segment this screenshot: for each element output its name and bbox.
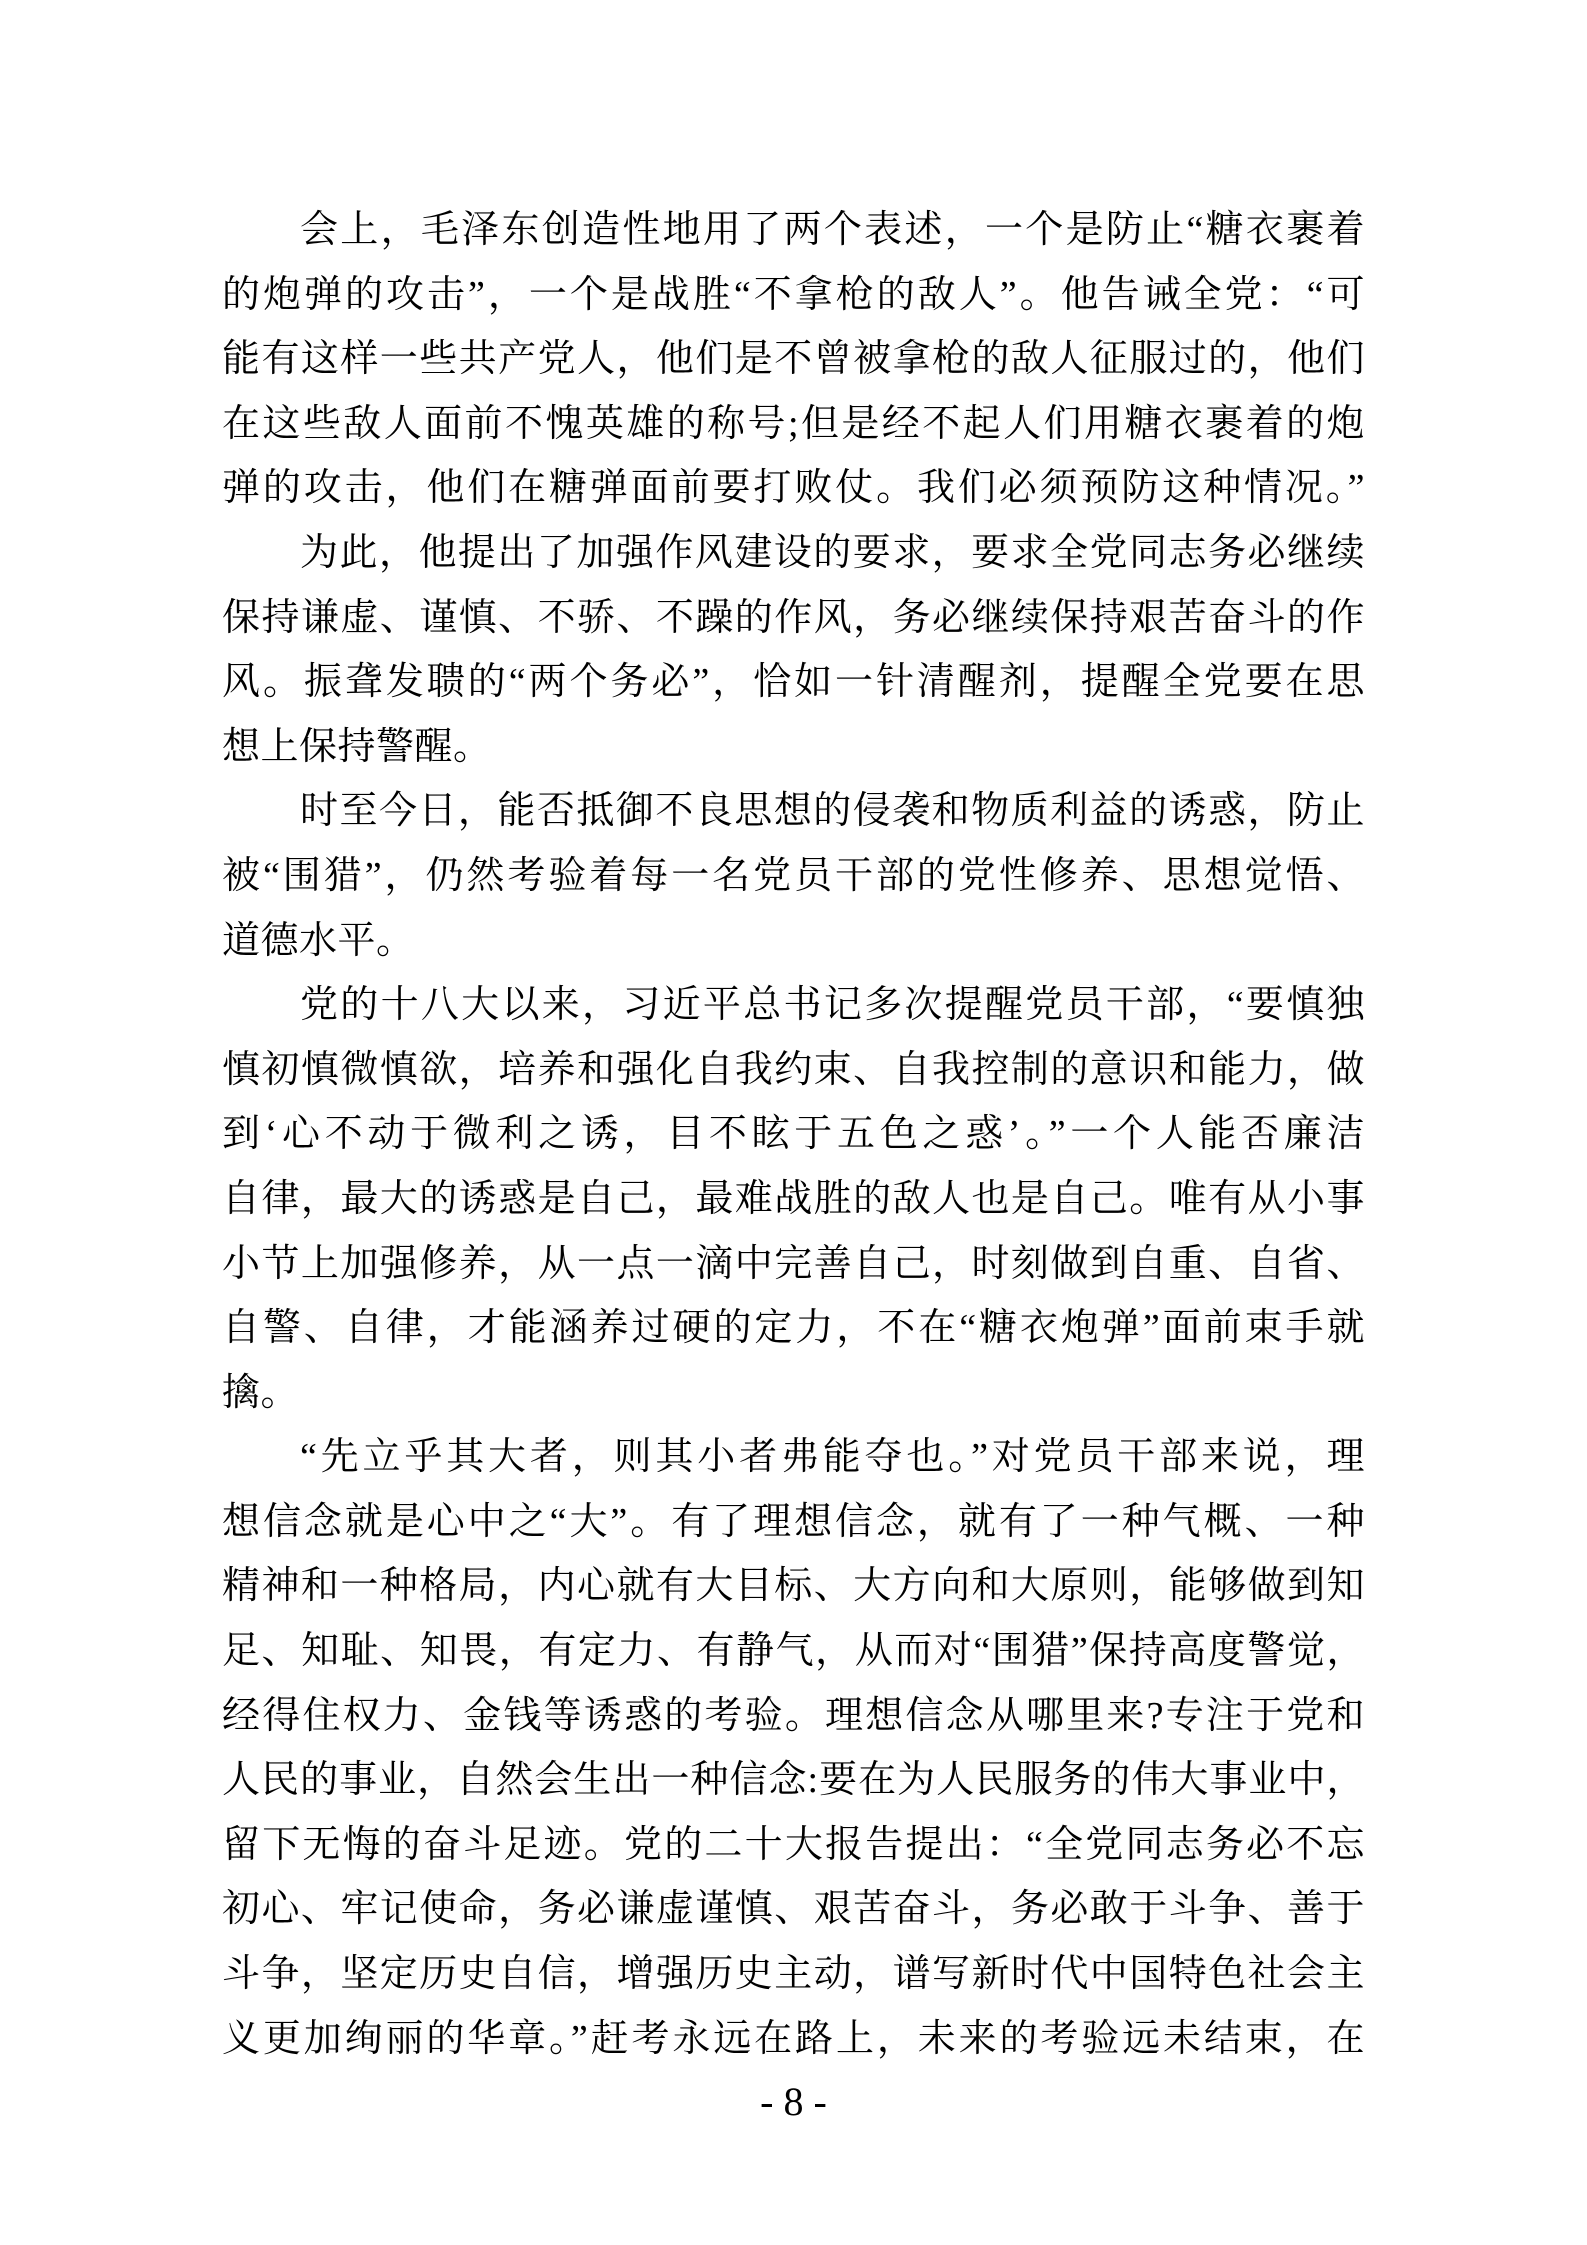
text-line: 保持谦虚、谨慎、不骄、不躁的作风，务必继续保持艰苦奋斗的作	[222, 596, 1365, 639]
text-line: 慎初慎微慎欲，培养和强化自我约束、自我控制的意识和能力，做	[222, 1048, 1365, 1091]
text-line: 风。振聋发聩的“两个务必”，恰如一针清醒剂，提醒全党要在思	[222, 661, 1365, 704]
text-line: 的炮弹的攻击”，一个是战胜“不拿枪的敌人”。他告诫全党：“可	[222, 273, 1365, 316]
text-line: 想上保持警醒。	[222, 725, 492, 768]
text-line: 党的十八大以来，习近平总书记多次提醒党员干部，“要慎独	[300, 984, 1365, 1027]
text-line: 斗争，坚定历史自信，增强历史主动，谱写新时代中国特色社会主	[222, 1953, 1365, 1996]
text-line: 会上，毛泽东创造性地用了两个表述，一个是防止“糖衣裹着	[300, 209, 1365, 251]
text-line: 自律，最大的诱惑是自己，最难战胜的敌人也是自己。唯有从小事	[222, 1177, 1365, 1220]
text-line: 留下无悔的奋斗足迹。党的二十大报告提出：“全党同志务必不忘	[222, 1823, 1365, 1866]
page-number: - 8 -	[760, 2079, 827, 2124]
text-line: 到‘心不动于微利之诱，目不眩于五色之惑’。”一个人能否廉洁	[222, 1113, 1365, 1156]
text-line: 初心、牢记使命，务必谦虚谨慎、艰苦奋斗，务必敢于斗争、善于	[222, 1888, 1365, 1931]
text-line: 道德水平。	[222, 919, 415, 962]
text-line: 精神和一种格局，内心就有大目标、大方向和大原则，能够做到知	[222, 1565, 1365, 1608]
text-line: “先立乎其大者，则其小者弗能夺也。”对党员干部来说，理	[300, 1436, 1365, 1479]
text-line: 能有这样一些共产党人，他们是不曾被拿枪的敌人征服过的，他们	[222, 338, 1365, 381]
text-line: 人民的事业，自然会生出一种信念:要在为人民服务的伟大事业中，	[222, 1759, 1365, 1802]
text-line: 擒。	[222, 1371, 300, 1414]
text-line: 被“围猎”，仍然考验着每一名党员干部的党性修养、思想觉悟、	[222, 854, 1365, 897]
text-line: 足、知耻、知畏，有定力、有静气，从而对“围猎”保持高度警觉，	[222, 1630, 1365, 1673]
document-body	[222, 198, 1365, 2071]
text-line: 自警、自律，才能涵养过硬的定力，不在“糖衣炮弹”面前束手就	[222, 1307, 1365, 1350]
text-line: 义更加绚丽的华章。”赶考永远在路上，未来的考验远未结束，在	[222, 2017, 1365, 2060]
text-line: 想信念就是心中之“大”。有了理想信念，就有了一种气概、一种	[222, 1500, 1365, 1543]
text-line: 时至今日，能否抵御不良思想的侵袭和物质利益的诱惑，防止	[300, 790, 1365, 833]
text-line: 弹的攻击，他们在糖弹面前要打败仗。我们必须预防这种情况。”	[222, 467, 1365, 510]
text-line: 经得住权力、金钱等诱惑的考验。理想信念从哪里来?专注于党和	[222, 1694, 1365, 1737]
text-line: 为此，他提出了加强作风建设的要求，要求全党同志务必继续	[300, 531, 1365, 574]
text-line: 小节上加强修养，从一点一滴中完善自己，时刻做到自重、自省、	[222, 1242, 1365, 1285]
text-line: 在这些敌人面前不愧英雄的称号;但是经不起人们用糖衣裹着的炮	[222, 402, 1365, 445]
